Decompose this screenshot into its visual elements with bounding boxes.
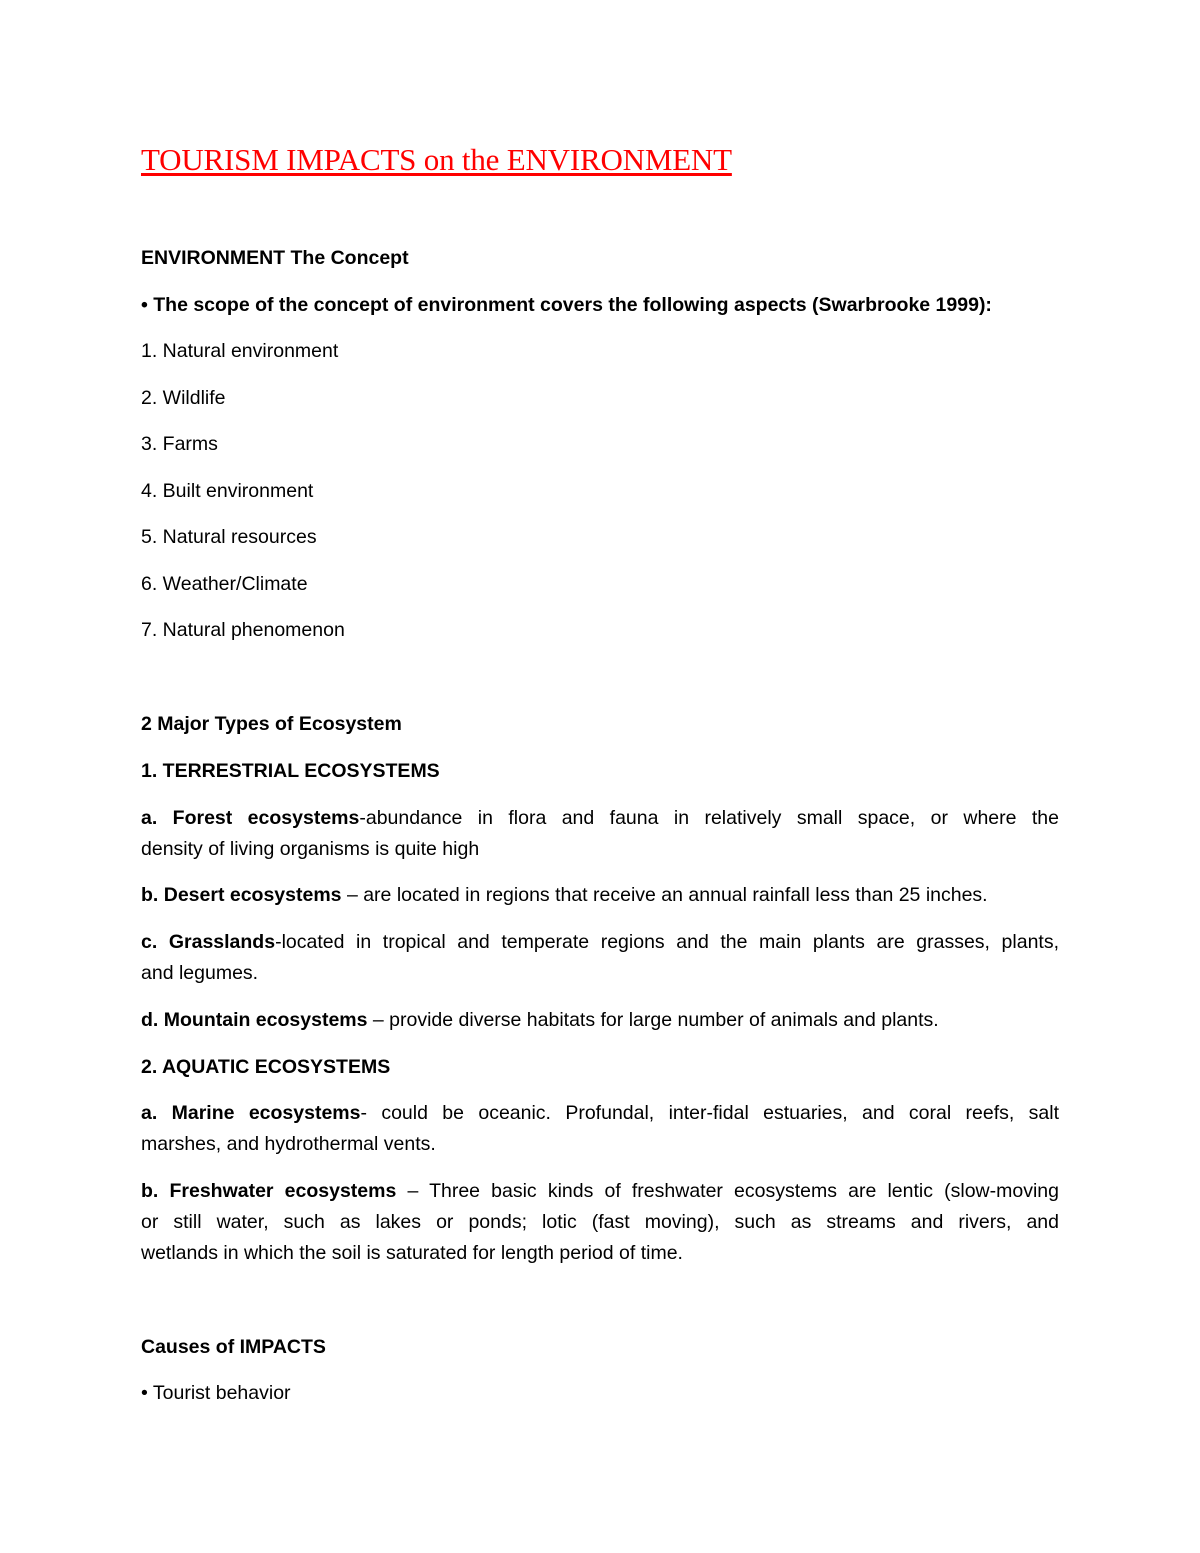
ecosystem-item-freshwater bbox=[141, 1176, 1059, 1269]
list-item: • Tourist behavior bbox=[141, 1382, 291, 1404]
ecosystem-label: a. Forest ecosystems bbox=[141, 807, 360, 829]
document-title: TOURISM IMPACTS on the ENVIRONMENT bbox=[141, 142, 732, 177]
ecosystem-description-cont: density of living organisms is quite high bbox=[141, 838, 480, 860]
ecosystem-label: a. Marine ecosystems bbox=[141, 1102, 361, 1124]
ecosystem-description: -located in tropical and temperate regions and the main plants are grasses, plants, bbox=[275, 931, 1059, 953]
list-item: 6. Weather/Climate bbox=[141, 573, 308, 595]
ecosystem-item-mountain bbox=[141, 1005, 1059, 1036]
ecosystem-label: d. Mountain ecosystems bbox=[141, 1009, 368, 1031]
list-item: 2. Wildlife bbox=[141, 387, 226, 409]
section-heading-concept: ENVIRONMENT The Concept bbox=[141, 247, 409, 269]
subheading-aquatic: 2. AQUATIC ECOSYSTEMS bbox=[141, 1056, 391, 1078]
ecosystem-description-cont: wetlands in which the soil is saturated for length period of time. bbox=[141, 1242, 683, 1264]
ecosystem-description-cont: or still water, such as lakes or ponds; lotic (fast moving), such as streams and rivers, and bbox=[141, 1211, 1059, 1233]
list-item: 5. Natural resources bbox=[141, 526, 317, 548]
ecosystem-item-grasslands bbox=[141, 927, 1059, 989]
ecosystem-item-marine bbox=[141, 1098, 1059, 1160]
section-heading-causes: Causes of IMPACTS bbox=[141, 1336, 326, 1358]
ecosystem-description: – provide diverse habitats for large number of animals and plants. bbox=[367, 1009, 939, 1031]
ecosystem-label: b. Desert ecosystems bbox=[141, 884, 342, 906]
list-item: 7. Natural phenomenon bbox=[141, 619, 345, 641]
list-item: 1. Natural environment bbox=[141, 340, 339, 362]
ecosystem-description-cont: and legumes. bbox=[141, 962, 259, 984]
ecosystem-description: - could be oceanic. Profundal, inter-fidal estuaries, and coral reefs, salt bbox=[360, 1102, 1060, 1124]
section-heading-ecosystem-types: 2 Major Types of Ecosystem bbox=[141, 713, 402, 735]
ecosystem-description: – Three basic kinds of freshwater ecosystems are lentic (slow-moving bbox=[396, 1180, 1059, 1202]
ecosystem-description-cont: marshes, and hydrothermal vents. bbox=[141, 1133, 436, 1155]
ecosystem-description: – are located in regions that receive an annual rainfall less than 25 inches. bbox=[341, 884, 988, 906]
concept-scope-bullet: • The scope of the concept of environment covers the following aspects (Swarbrooke 1999): bbox=[141, 294, 992, 316]
ecosystem-description: -abundance in flora and fauna in relatively small space, or where the bbox=[359, 807, 1059, 829]
list-item: 4. Built environment bbox=[141, 480, 314, 502]
ecosystem-label: c. Grasslands bbox=[141, 931, 276, 953]
ecosystem-item-desert bbox=[141, 880, 1059, 911]
subheading-terrestrial: 1. TERRESTRIAL ECOSYSTEMS bbox=[141, 760, 440, 782]
ecosystem-label: b. Freshwater ecosystems bbox=[141, 1180, 397, 1202]
ecosystem-item-forest bbox=[141, 803, 1059, 865]
list-item: 3. Farms bbox=[141, 433, 218, 455]
